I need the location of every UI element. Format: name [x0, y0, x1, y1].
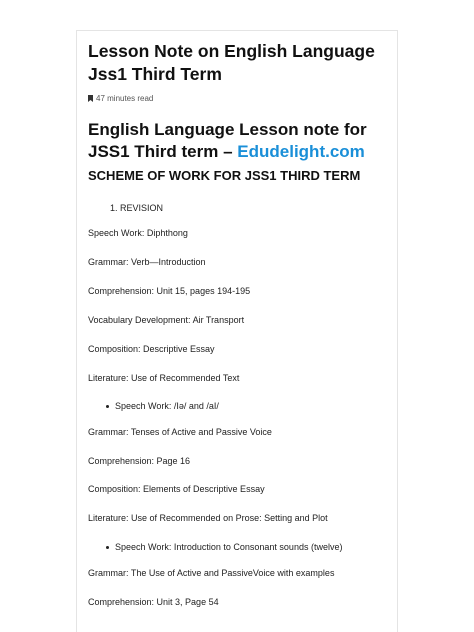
- bullet-text: Speech Work: Introduction to Consonant sounds (twelve): [115, 542, 343, 552]
- post-title[interactable]: Lesson Note on English Language Jss1 Third Term: [88, 41, 375, 84]
- content-line: Grammar: The Use of Active and PassiveVoice with examples: [88, 568, 335, 578]
- read-time-label: 47 minutes read: [96, 94, 154, 103]
- content-line: Comprehension: Page 16: [88, 456, 191, 466]
- numbered-item-revision: 1. REVISION: [110, 203, 164, 213]
- content-line: Grammar: Verb—Introduction: [88, 257, 206, 267]
- bookmark-icon: [88, 95, 93, 102]
- content-line: Composition: Descriptive Essay: [88, 344, 215, 354]
- content-line: Vocabulary Development: Air Transport: [88, 315, 245, 325]
- site-link[interactable]: Edudelight.com: [237, 142, 365, 161]
- lesson-heading: [88, 119, 388, 163]
- bullet-item: [106, 401, 219, 411]
- content-line: Speech Work: Diphthong: [88, 228, 188, 238]
- read-time: [88, 94, 153, 103]
- scheme-heading: SCHEME OF WORK FOR JSS1 THIRD TERM: [88, 168, 361, 183]
- content-line: Composition: Elements of Descriptive Essay: [88, 484, 265, 494]
- content-line: Literature: Use of Recommended Text: [88, 373, 240, 383]
- bullet-dot: [106, 546, 109, 549]
- bullet-item: [106, 542, 342, 552]
- content-line: Grammar: Tenses of Active and Passive Voice: [88, 427, 272, 437]
- content-line: Literature: Use of Recommended on Prose: Setting and Plot: [88, 513, 328, 523]
- content-line: Comprehension: Unit 15, pages 194-195: [88, 286, 251, 296]
- bullet-text: Speech Work: /Iə/ and /aI/: [115, 401, 219, 411]
- lesson-heading-text: English Language Lesson note for JSS1 Third term –: [88, 120, 367, 161]
- content-line: Comprehension: Unit 3, Page 54: [88, 597, 219, 607]
- bullet-dot: [106, 405, 109, 408]
